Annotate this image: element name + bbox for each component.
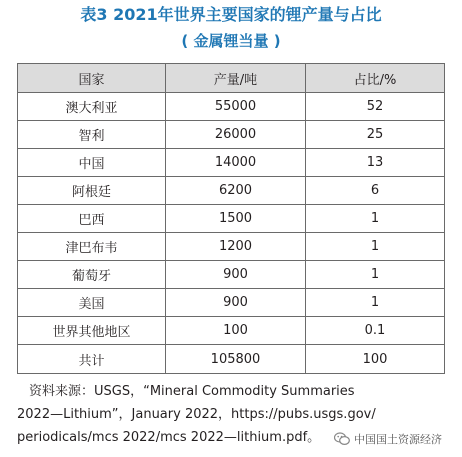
share-cell: 6 xyxy=(306,177,445,205)
country-cell: 津巴布韦 xyxy=(18,233,166,261)
lithium-production-table xyxy=(17,63,445,374)
country-cell: 葡萄牙 xyxy=(18,261,166,289)
source-line-3: periodicals/mcs 2022/mcs 2022—lithium.pdf。 xyxy=(17,430,321,445)
country-cell: 智利 xyxy=(18,121,166,149)
watermark-text: 中国国土资源经济 xyxy=(354,433,442,446)
output-cell: 105800 xyxy=(166,345,306,374)
table-row xyxy=(18,149,445,177)
country-cell: 中国 xyxy=(18,149,166,177)
table-header-row xyxy=(18,64,445,93)
source-line-1: 资料来源：USGS，“Mineral Commodity Summaries xyxy=(29,384,355,399)
country-cell: 美国 xyxy=(18,289,166,317)
header-output: 产量/吨 xyxy=(166,64,306,93)
share-cell: 1 xyxy=(306,261,445,289)
share-cell: 1 xyxy=(306,289,445,317)
table-row xyxy=(18,205,445,233)
share-cell: 1 xyxy=(306,205,445,233)
header-share: 占比/% xyxy=(306,64,445,93)
output-cell: 55000 xyxy=(166,93,306,121)
share-cell: 100 xyxy=(306,345,445,374)
share-cell: 52 xyxy=(306,93,445,121)
output-cell: 6200 xyxy=(166,177,306,205)
country-cell: 世界其他地区 xyxy=(18,317,166,345)
share-cell: 0.1 xyxy=(306,317,445,345)
table-subtitle: ( 金属锂当量 ) xyxy=(181,32,281,50)
output-cell: 900 xyxy=(166,261,306,289)
table-row xyxy=(18,317,445,345)
country-cell: 阿根廷 xyxy=(18,177,166,205)
table-row xyxy=(18,121,445,149)
table-row xyxy=(18,261,445,289)
output-cell: 1200 xyxy=(166,233,306,261)
header-country: 国家 xyxy=(18,64,166,93)
table-row xyxy=(18,289,445,317)
country-cell: 共计 xyxy=(18,345,166,374)
output-cell: 1500 xyxy=(166,205,306,233)
table-total-row xyxy=(18,345,445,374)
watermark xyxy=(334,430,442,448)
source-line-2: 2022—Lithium”，January 2022，https://pubs.usgs.gov/ xyxy=(17,407,376,422)
country-cell: 澳大利亚 xyxy=(18,93,166,121)
table-row xyxy=(18,233,445,261)
share-cell: 1 xyxy=(306,233,445,261)
output-cell: 26000 xyxy=(166,121,306,149)
output-cell: 14000 xyxy=(166,149,306,177)
output-cell: 100 xyxy=(166,317,306,345)
country-cell: 巴西 xyxy=(18,205,166,233)
share-cell: 25 xyxy=(306,121,445,149)
share-cell: 13 xyxy=(306,149,445,177)
table-title: 表3 2021年世界主要国家的锂产量与占比 xyxy=(80,5,382,24)
output-cell: 900 xyxy=(166,289,306,317)
table-row xyxy=(18,177,445,205)
table-row xyxy=(18,93,445,121)
wechat-icon xyxy=(334,432,350,446)
